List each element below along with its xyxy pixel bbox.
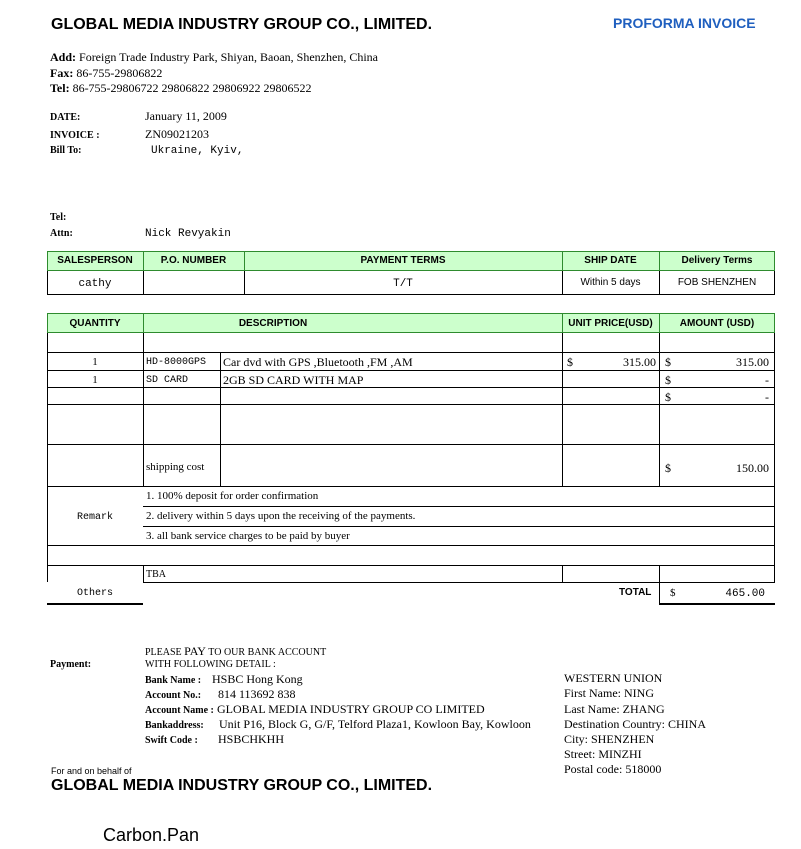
item-amount: 315.00 (736, 355, 769, 369)
payment-detail-line: WITH FOLLOWING DETAIL : (145, 659, 276, 670)
swift-code-value: HSBCHKHH (218, 732, 285, 746)
company-name: GLOBAL MEDIA INDUSTRY GROUP CO., LIMITED. (51, 16, 433, 33)
item-description: Car dvd with GPS ,Bluetooth ,FM ,AM (223, 355, 413, 369)
fax-value: 86-755-29806822 (76, 66, 163, 80)
signature: Carbon.Pan (103, 825, 200, 845)
delivery-terms-value: FOB SHENZHEN (677, 277, 757, 288)
item-model: HD-8000GPS (146, 357, 207, 368)
header-po-number: P.O. NUMBER (160, 255, 227, 266)
account-no-label: Account No.: (145, 690, 202, 701)
item-qty: 1 (92, 374, 98, 386)
account-no-value: 814 113692 838 (218, 687, 296, 701)
total-label: TOTAL (619, 587, 652, 598)
header-salesperson: SALESPERSON (57, 255, 133, 266)
shipping-currency: $ (665, 461, 671, 475)
date-label: DATE: (50, 112, 81, 123)
wu-city: City: SHENZHEN (564, 732, 655, 746)
bank-address-value: Unit P16, Block G, G/F, Telford Plaza1, Kowloon Bay, Kowloon (219, 717, 531, 731)
address-label: Add: (50, 50, 77, 64)
bank-name-label: Bank Name : (145, 675, 202, 686)
attn-label: Attn: (50, 228, 73, 239)
wu-last-name: Last Name: ZHANG (564, 702, 665, 716)
wu-postal-code: Postal code: 518000 (564, 762, 662, 776)
swift-code-label: Swift Code : (145, 735, 198, 746)
payment-instruction-c: TO OUR BANK ACCOUNT (205, 647, 327, 658)
shipping-amount: 150.00 (736, 461, 769, 475)
payment-instruction (145, 644, 326, 659)
item-amount-currency: $ (665, 355, 671, 369)
item-model: SD CARD (146, 375, 189, 386)
item-amount: - (765, 373, 769, 387)
item-amount-currency: $ (665, 373, 671, 387)
total-currency: $ (670, 587, 676, 599)
item-amount-currency: $ (665, 390, 671, 404)
payment-terms-value: T/T (393, 278, 413, 290)
header-amount: AMOUNT (USD) (679, 318, 755, 329)
date-value: January 11, 2009 (145, 109, 227, 123)
header-description: DESCRIPTION (238, 318, 308, 329)
billto-label: Bill To: (50, 145, 82, 156)
header-delivery-terms: Delivery Terms (681, 255, 753, 266)
remark-line-1: 1. 100% deposit for order confirmation (146, 490, 319, 502)
payment-instruction-a: PLEASE (145, 647, 185, 658)
account-name-label: Account Name : (145, 705, 214, 716)
item-qty: 1 (92, 356, 98, 368)
address-value: Foreign Trade Industry Park, Shiyan, Baoan, Shenzhen, China (79, 50, 378, 64)
item-price-currency: $ (567, 355, 573, 369)
bank-address-label: Bankaddress: (145, 720, 204, 731)
header-unit-price: UNIT PRICE(USD) (568, 318, 653, 329)
invoice-label: INVOICE : (50, 130, 100, 141)
document-title: PROFORMA INVOICE (613, 15, 756, 31)
remark-label: Remark (76, 512, 113, 523)
tel-label: Tel: (50, 81, 70, 95)
company-fax (50, 66, 162, 81)
wu-country: Destination Country: CHINA (564, 717, 706, 731)
remark-line-2: 2. delivery within 5 days upon the receiving of the payments. (146, 510, 416, 522)
ship-date-value: Within 5 days (580, 277, 641, 288)
tel-field-label: Tel: (50, 212, 67, 223)
payment-instruction-pay: PAY (184, 644, 206, 658)
fax-label: Fax: (50, 66, 74, 80)
header-payment-terms: PAYMENT TERMS (360, 255, 446, 266)
item-amount: - (765, 390, 769, 404)
account-name-value: GLOBAL MEDIA INDUSTRY GROUP CO LIMITED (217, 702, 485, 716)
header-quantity: QUANTITY (69, 318, 121, 329)
salesperson-value: cathy (78, 278, 112, 290)
remark-line-3: 3. all bank service charges to be paid by buyer (146, 530, 350, 542)
item-unit-price: 315.00 (623, 355, 656, 369)
bank-name-value: HSBC Hong Kong (212, 672, 303, 686)
payment-label: Payment: (50, 659, 92, 670)
attn-value: Nick Revyakin (145, 228, 231, 240)
wu-first-name: First Name: NING (564, 686, 654, 700)
total-value: 465.00 (725, 588, 765, 600)
footer-company-name: GLOBAL MEDIA INDUSTRY GROUP CO., LIMITED. (51, 777, 433, 794)
wu-title: WESTERN UNION (564, 671, 663, 685)
company-address (50, 50, 378, 65)
behalf-text: For and on behalf of (51, 766, 132, 776)
company-tel (50, 81, 312, 96)
tba-text: TBA (146, 569, 166, 580)
tel-value: 86-755-29806722 29806822 29806922 29806522 (72, 81, 312, 95)
shipping-label: shipping cost (146, 461, 205, 473)
billto-value: Ukraine, Kyiv, (151, 145, 244, 157)
item-description: 2GB SD CARD WITH MAP (223, 373, 364, 387)
others-label: Others (76, 588, 113, 599)
invoice-number: ZN09021203 (145, 127, 209, 141)
wu-street: Street: MINZHI (564, 747, 642, 761)
header-ship-date: SHIP DATE (584, 255, 637, 266)
